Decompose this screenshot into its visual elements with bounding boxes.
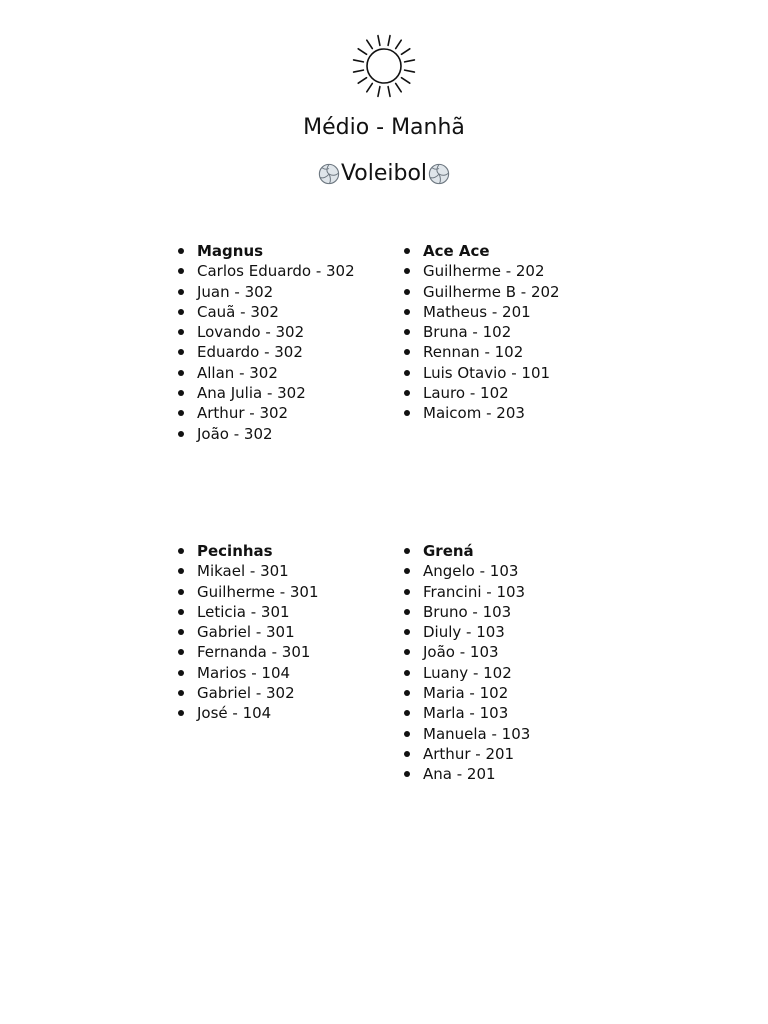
sun-ray xyxy=(354,60,364,62)
team-name: Ace Ace xyxy=(404,241,560,261)
sun-ray xyxy=(405,60,415,62)
sun-icon xyxy=(349,33,419,99)
team-member: Guilherme - 202 xyxy=(404,261,560,281)
sun-ray xyxy=(378,87,380,97)
team-member: Allan - 302 xyxy=(178,363,355,383)
sun-ray xyxy=(401,78,409,84)
team-member: Diuly - 103 xyxy=(404,622,530,642)
volleyball-icon xyxy=(318,163,340,185)
sun-ray xyxy=(358,78,366,84)
team-member: Juan - 302 xyxy=(178,282,355,302)
team-member: Marios - 104 xyxy=(178,663,319,683)
team-member: Bruno - 103 xyxy=(404,602,530,622)
team-member: Lauro - 102 xyxy=(404,383,560,403)
team-name: Magnus xyxy=(178,241,355,261)
sun-ray xyxy=(388,87,390,97)
team-member: Eduardo - 302 xyxy=(178,342,355,362)
team-member: Bruna - 102 xyxy=(404,322,560,342)
team-member: Luis Otavio - 101 xyxy=(404,363,560,383)
team-member: José - 104 xyxy=(178,703,319,723)
team-member: Guilherme B - 202 xyxy=(404,282,560,302)
team-list-pecinhas xyxy=(178,541,319,724)
team-member: Manuela - 103 xyxy=(404,724,530,744)
page-subtitle xyxy=(0,158,768,190)
team-member: Lovando - 302 xyxy=(178,322,355,342)
team-list-magnus xyxy=(178,241,355,444)
team-member: Guilherme - 301 xyxy=(178,582,319,602)
sun-ray xyxy=(388,36,390,46)
team-member: Matheus - 201 xyxy=(404,302,560,322)
sun-ray xyxy=(396,40,402,48)
team-member: Mikael - 301 xyxy=(178,561,319,581)
team-member: Rennan - 102 xyxy=(404,342,560,362)
team-member: Ana - 201 xyxy=(404,764,530,784)
team-member: Gabriel - 302 xyxy=(178,683,319,703)
team-member: Gabriel - 301 xyxy=(178,622,319,642)
team-member: Maria - 102 xyxy=(404,683,530,703)
team-member: Francini - 103 xyxy=(404,582,530,602)
sun-ray xyxy=(396,83,402,91)
volleyball-icon xyxy=(428,163,450,185)
sport-name: Voleibol xyxy=(340,161,428,186)
team-list-ace-ace xyxy=(404,241,560,424)
sun-ray xyxy=(367,83,373,91)
sun-ray xyxy=(378,36,380,46)
team-member: João - 302 xyxy=(178,424,355,444)
team-member: João - 103 xyxy=(404,642,530,662)
sun-ray xyxy=(358,49,366,55)
sun-ray xyxy=(405,70,415,72)
team-member: Luany - 102 xyxy=(404,663,530,683)
page-title: Médio - Manhã xyxy=(303,115,465,140)
team-member: Leticia - 301 xyxy=(178,602,319,622)
team-member: Fernanda - 301 xyxy=(178,642,319,662)
team-name: Grená xyxy=(404,541,530,561)
team-name: Pecinhas xyxy=(178,541,319,561)
team-member: Marla - 103 xyxy=(404,703,530,723)
team-member: Carlos Eduardo - 302 xyxy=(178,261,355,281)
team-member: Maicom - 203 xyxy=(404,403,560,423)
team-member: Arthur - 201 xyxy=(404,744,530,764)
team-member: Angelo - 103 xyxy=(404,561,530,581)
sun-ray xyxy=(367,40,373,48)
team-member: Ana Julia - 302 xyxy=(178,383,355,403)
sun-ray xyxy=(401,49,409,55)
sun-ray xyxy=(354,70,364,72)
team-member: Cauã - 302 xyxy=(178,302,355,322)
team-member: Arthur - 302 xyxy=(178,403,355,423)
team-list-grena xyxy=(404,541,530,785)
